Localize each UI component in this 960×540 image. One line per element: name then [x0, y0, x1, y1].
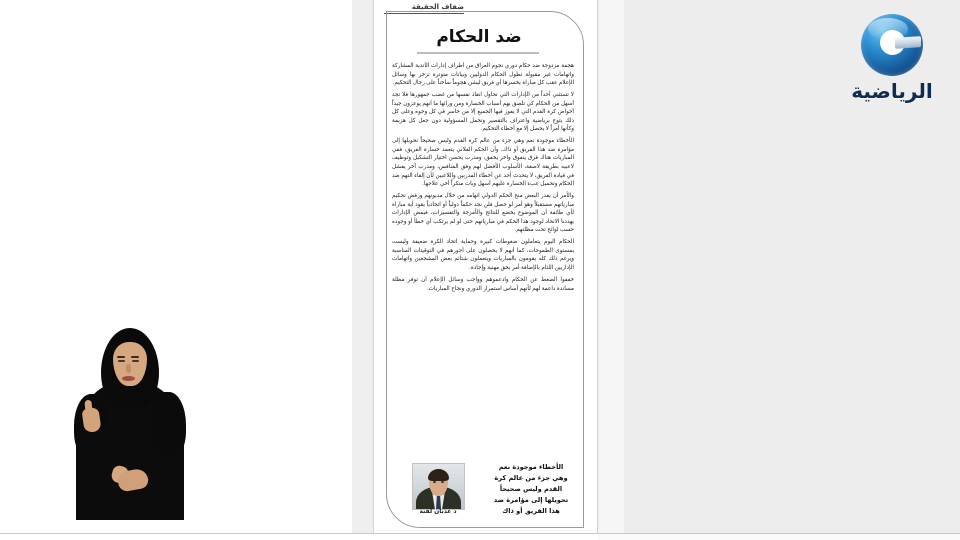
pull-quote-line: القدم وليس صحيحاً [499, 485, 563, 493]
channel-logo-text: الرياضية [851, 79, 933, 103]
pull-quote-line: تحويلها إلى مؤامرة ضد [493, 496, 569, 504]
ring-logo-notch [895, 36, 921, 49]
paper-left-gutter [352, 0, 374, 540]
article-paragraph: الأخطاء موجودة نعم وهي جزء من عالم كرة القدم وليس صحيحاً تحويلها إلى مؤامرة ضد هذا الفريق أو ذاك، وأن الحكم الفلاني يتعمد خسارة الفريق، ففي المباريات هناك فرق يتفوق واخر يخفق، ومدرب يحسن اختيار التشكيل وتوظيف لاعبيه بطريقة لاصقة، الأسلوب الأفضل لهم وفق المنافس، ومدرب آخر يفشل في قيادة الفريق، لا يتحدث أحد عن أخطاء المدربين واللاعبين لأن إلقاء التهم ضد الحكام وتحميل عبء الخسارة عليهم أسهل وبات منكراً أخي علاجها. [392, 138, 574, 188]
portrait-right-eye [441, 481, 444, 483]
article-paragraph: والأمر أن يقدر البعض منح الحكم الدولي اتهامه من خلال مديونهم ورفض تحكيم مبارياتهم مستقبلاً وهو أمر لو حصل فلن نجد حكماً دولياً أو اتحادياً يقود أية مباراة لأي طائفة أن الموضوع يخضع للنتائج والأمزجة والتفسيرات، فيمض الإدارات يهددنا الاتحاد لوجود هذا الحكم في مبارياتهم حتى لو لم يرتكب أي خطأ أو وجوده حسب لوائح تحت مظلتهم. [392, 193, 574, 234]
sign-language-interpreter [74, 320, 186, 520]
article-headline: ضد الحكام [436, 27, 522, 47]
author-photo [412, 463, 465, 510]
pull-quote-line: الأخطاء موجودة نعم [498, 463, 564, 471]
interpreter-mouth [122, 376, 135, 381]
article-paragraph: خففوا الضغط عن الحكام وادعموهم وواجب وسائل الإعلام أن توفر مظلة مساندة داعمة لهم لأنهم أساس استمرار الدوري ونجاح المباريات. [392, 277, 574, 292]
paper-right-gutter [598, 0, 624, 540]
bottom-letterbox-right [598, 534, 960, 540]
author-name: د عدنان لفتة [419, 508, 457, 515]
article-paragraph: الحكام اليوم يتعاملون ضغوطات كبيرة وحماية اتحاد الكرة ضعيفة وليست بمستوى الطموحات، كما أنهم لا يحصلون على أجورهم في التوقيتات المناسبة ويرغم ذلك كله يقومون بالمباريات ويتعملون شتائم بعض المشجعين واتهامات الإداريين اللئام بالإضافة أمر بحق مهنية وإجادة. [392, 239, 574, 272]
section-kicker: ضفاف الحقيقة [384, 3, 464, 14]
portrait-left-eye [433, 481, 436, 483]
ring-logo-icon [861, 14, 923, 76]
paper-left-edge [373, 0, 374, 540]
portrait-hair [428, 469, 449, 481]
channel-logo [836, 14, 948, 102]
pull-quote-line: وهي جزء من عالم كرة [494, 474, 568, 482]
interpreter-right-brow [131, 356, 139, 358]
headline-divider [417, 52, 539, 54]
interpreter-nose [126, 364, 131, 373]
pull-quote [487, 462, 575, 517]
paper-right-edge [597, 0, 598, 540]
interpreter-left-brow [117, 356, 125, 358]
interpreter-left-finger [84, 400, 92, 414]
article-paragraph: لا تستثني أحداً من الإدارات التي تحاول انقاذ نفسها من غضب جمهورها فلا تجد أسهل من الحكام كي تلصق بهم أسباب الخسارة ومن ورائها ما أنهم يوعزون جيداً أحواض كرة القدم التي لا يفوز فيها الجميع إلا من خاسر في كل وجوه وعلى كل ذلك يتوج برياضية واعتراف بالتقصير وتحمل المسؤولية دون جعل كل هزيمة وكأنها أمراً لا يحصل إلا مع أخطاء التحكيم. [392, 92, 574, 133]
article-body [392, 62, 574, 452]
interpreter-right-shoulder [152, 392, 186, 458]
pull-quote-line: هذا الفريق أو ذاك [502, 507, 560, 515]
article-paragraph: هجمة مزدوجة ضد حكام دوري نجوم العراق من أطراف إدارات الأندية المشاركة واتهامات غير مقبولة تطول الحكام الدوليين وبيانات متوترة تزخر بها وسائل الإعلام عقب كل مباراة يخسرها أي فريق ليشن هجوماً ساخناً على رجال التحكيم. [392, 63, 574, 87]
